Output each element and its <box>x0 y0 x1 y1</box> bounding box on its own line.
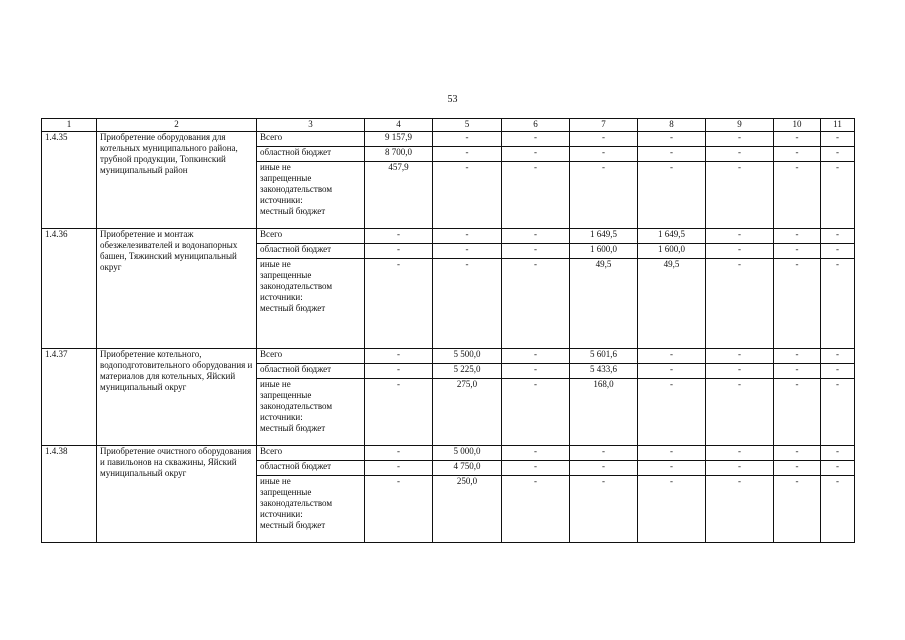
value-cell: - <box>502 162 570 229</box>
value-cell: - <box>706 476 774 543</box>
value-cell: - <box>706 461 774 476</box>
value-cell: - <box>706 229 774 244</box>
value-cell: - <box>774 244 821 259</box>
value-cell: - <box>638 446 706 461</box>
value-cell: - <box>821 379 855 446</box>
value-cell: - <box>365 259 433 349</box>
value-cell: - <box>706 132 774 147</box>
column-header: 10 <box>774 119 821 132</box>
item-number: 1.4.38 <box>42 446 97 543</box>
value-cell: - <box>502 476 570 543</box>
value-cell: 275,0 <box>433 379 502 446</box>
value-cell: 49,5 <box>638 259 706 349</box>
value-cell: - <box>502 349 570 364</box>
value-cell: - <box>706 364 774 379</box>
value-cell: 1 600,0 <box>570 244 638 259</box>
value-cell: - <box>706 349 774 364</box>
value-cell: - <box>638 349 706 364</box>
value-cell: - <box>570 476 638 543</box>
value-cell: - <box>706 244 774 259</box>
value-cell: 5 433,6 <box>570 364 638 379</box>
value-cell: 1 600,0 <box>638 244 706 259</box>
value-cell: - <box>774 259 821 349</box>
column-header: 5 <box>433 119 502 132</box>
value-cell: - <box>638 476 706 543</box>
value-cell: - <box>502 229 570 244</box>
item-number: 1.4.35 <box>42 132 97 229</box>
funding-source: областной бюджет <box>257 364 365 379</box>
funding-source: Всего <box>257 446 365 461</box>
value-cell: - <box>433 259 502 349</box>
value-cell: 5 601,6 <box>570 349 638 364</box>
item-description: Приобретение котельного, водоподготовительного оборудования и материалов для котельных, Яйский муниципальный округ <box>97 349 257 446</box>
value-cell: - <box>821 446 855 461</box>
value-cell: - <box>365 476 433 543</box>
value-cell: - <box>821 132 855 147</box>
table-row <box>42 446 855 461</box>
table-header-row <box>42 119 855 132</box>
value-cell: 49,5 <box>570 259 638 349</box>
value-cell: - <box>502 132 570 147</box>
funding-source: иные не запрещенные законодательством источники: местный бюджет <box>257 476 365 543</box>
value-cell: - <box>638 147 706 162</box>
value-cell: - <box>821 476 855 543</box>
item-description: Приобретение очистного оборудования и павильонов на скважины, Яйский муниципальный округ <box>97 446 257 543</box>
value-cell: - <box>570 162 638 229</box>
value-cell: - <box>433 147 502 162</box>
item-description: Приобретение оборудования для котельных муниципального района, трубной продукции, Топкинский муниципальный район <box>97 132 257 229</box>
value-cell: - <box>774 379 821 446</box>
item-number: 1.4.37 <box>42 349 97 446</box>
value-cell: 9 157,9 <box>365 132 433 147</box>
value-cell: - <box>570 132 638 147</box>
value-cell: 5 225,0 <box>433 364 502 379</box>
value-cell: - <box>774 461 821 476</box>
value-cell: - <box>821 162 855 229</box>
budget-table <box>41 118 855 543</box>
item-description: Приобретение и монтаж обезжелезивателей и водонапорных башен, Тяжинский муниципальный округ <box>97 229 257 349</box>
value-cell: 4 750,0 <box>433 461 502 476</box>
value-cell: - <box>774 364 821 379</box>
column-header: 3 <box>257 119 365 132</box>
value-cell: - <box>570 147 638 162</box>
value-cell: 8 700,0 <box>365 147 433 162</box>
value-cell: - <box>433 229 502 244</box>
value-cell: - <box>774 349 821 364</box>
table-row <box>42 132 855 147</box>
table-row <box>42 349 855 364</box>
value-cell: - <box>774 476 821 543</box>
funding-source: Всего <box>257 349 365 364</box>
value-cell: - <box>433 132 502 147</box>
funding-source: Всего <box>257 229 365 244</box>
page-number: 53 <box>447 94 458 105</box>
column-header: 7 <box>570 119 638 132</box>
value-cell: - <box>821 244 855 259</box>
funding-source: иные не запрещенные законодательством источники: местный бюджет <box>257 259 365 349</box>
column-header: 11 <box>821 119 855 132</box>
value-cell: - <box>821 229 855 244</box>
value-cell: 457,9 <box>365 162 433 229</box>
value-cell: - <box>365 364 433 379</box>
value-cell: - <box>365 446 433 461</box>
value-cell: - <box>638 364 706 379</box>
value-cell: - <box>365 229 433 244</box>
value-cell: - <box>706 446 774 461</box>
table-row <box>42 229 855 244</box>
column-header: 4 <box>365 119 433 132</box>
value-cell: - <box>821 349 855 364</box>
value-cell: - <box>502 461 570 476</box>
value-cell: - <box>821 461 855 476</box>
value-cell: - <box>365 349 433 364</box>
value-cell: - <box>638 379 706 446</box>
value-cell: - <box>570 446 638 461</box>
value-cell: - <box>774 229 821 244</box>
value-cell: - <box>774 147 821 162</box>
value-cell: - <box>774 162 821 229</box>
value-cell: - <box>706 162 774 229</box>
value-cell: - <box>502 259 570 349</box>
value-cell: - <box>706 147 774 162</box>
funding-source: областной бюджет <box>257 461 365 476</box>
value-cell: - <box>638 162 706 229</box>
value-cell: 5 000,0 <box>433 446 502 461</box>
value-cell: - <box>365 244 433 259</box>
value-cell: 1 649,5 <box>638 229 706 244</box>
value-cell: - <box>502 364 570 379</box>
column-header: 9 <box>706 119 774 132</box>
value-cell: 5 500,0 <box>433 349 502 364</box>
value-cell: - <box>502 147 570 162</box>
value-cell: 168,0 <box>570 379 638 446</box>
value-cell: - <box>433 244 502 259</box>
funding-source: областной бюджет <box>257 244 365 259</box>
value-cell: - <box>502 244 570 259</box>
column-header: 2 <box>97 119 257 132</box>
value-cell: - <box>502 446 570 461</box>
value-cell: - <box>774 132 821 147</box>
value-cell: - <box>433 162 502 229</box>
funding-source: Всего <box>257 132 365 147</box>
value-cell: - <box>774 446 821 461</box>
value-cell: - <box>365 461 433 476</box>
value-cell: - <box>706 259 774 349</box>
value-cell: 1 649,5 <box>570 229 638 244</box>
column-header: 8 <box>638 119 706 132</box>
value-cell: - <box>638 461 706 476</box>
value-cell: - <box>570 461 638 476</box>
value-cell: - <box>638 132 706 147</box>
funding-source: иные не запрещенные законодательством источники: местный бюджет <box>257 379 365 446</box>
value-cell: - <box>821 364 855 379</box>
value-cell: - <box>706 379 774 446</box>
funding-source: иные не запрещенные законодательством источники: местный бюджет <box>257 162 365 229</box>
column-header: 6 <box>502 119 570 132</box>
value-cell: - <box>821 147 855 162</box>
value-cell: - <box>502 379 570 446</box>
item-number: 1.4.36 <box>42 229 97 349</box>
column-header: 1 <box>42 119 97 132</box>
value-cell: - <box>821 259 855 349</box>
value-cell: 250,0 <box>433 476 502 543</box>
value-cell: - <box>365 379 433 446</box>
funding-source: областной бюджет <box>257 147 365 162</box>
